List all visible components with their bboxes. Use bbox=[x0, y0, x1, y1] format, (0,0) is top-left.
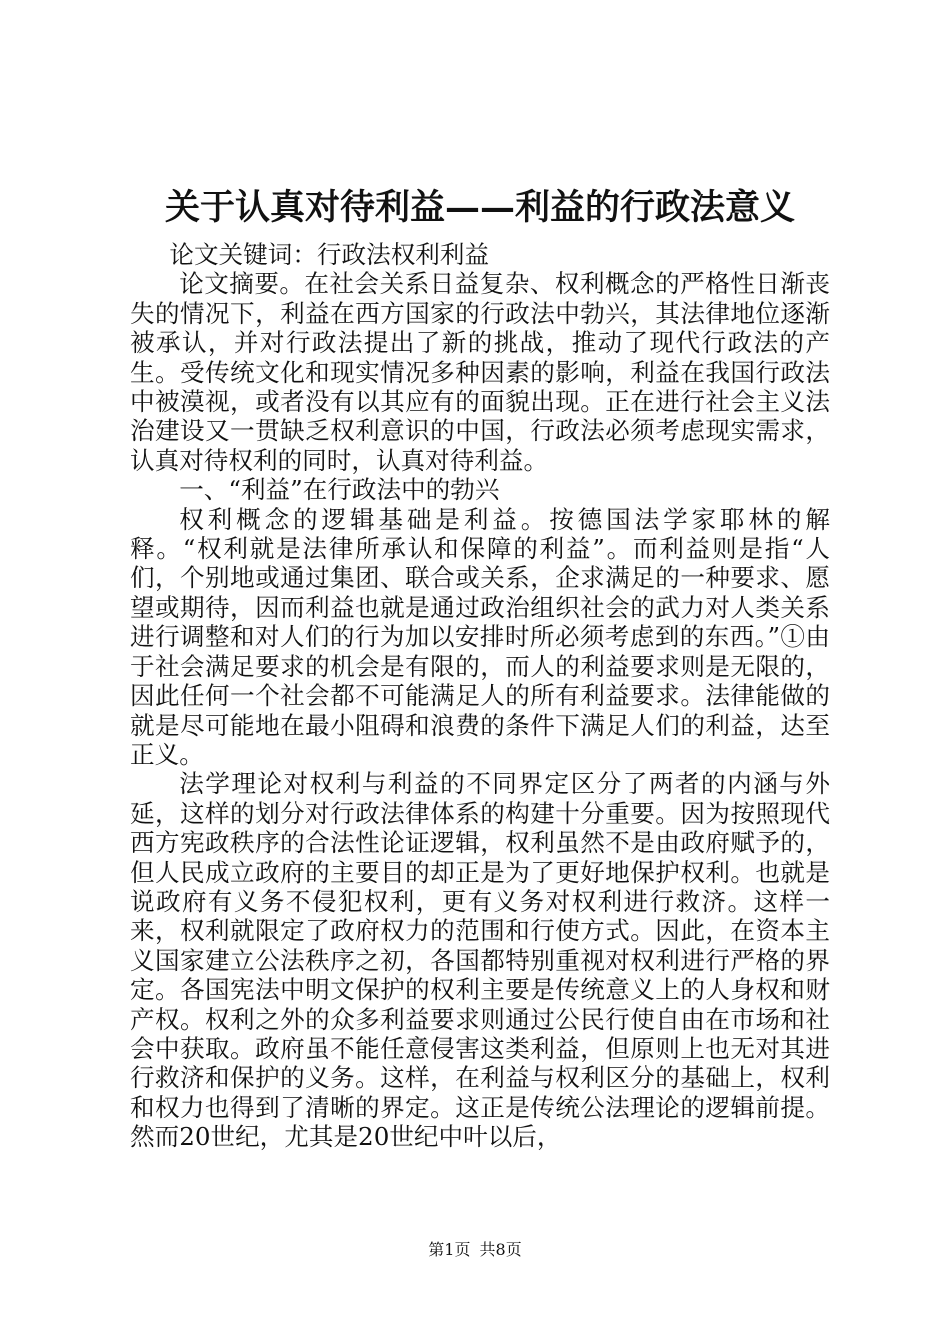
page-total: 共8页 bbox=[479, 1240, 522, 1259]
body-paragraph: 法学理论对权利与利益的不同界定区分了两者的内涵与外延，这样的划分对行政法律体系的构建十分重要。因为按照现代西方宪政秩序的合法性论证逻辑，权利虽然不是由政府赋予的，但人民成立政府的主要目的却正是为了更好地保护权利。也就是说政府有义务不侵犯权利，更有义务对权利进行救济。这样一来，权利就限定了政府权力的范围和行使方式。因此，在资本主义国家建立公法秩序之初，各国都特别重视对权利进行严格的界定。各国宪法中明文保护的权利主要是传统意义上的人身权和财产权。权利之外的众多利益要求则通过公民行使自由在市场和社会中获取。政府虽不能任意侵害这类利益，但原则上也无对其进行救济和保护的义务。这样，在利益与权利区分的基础上，权利和权力也得到了清晰的界定。这正是传统公法理论的逻辑前提。然而20世纪，尤其是20世纪中叶以后， bbox=[130, 769, 830, 1152]
document-page bbox=[130, 180, 830, 1152]
abstract-paragraph: 论文摘要。在社会关系日益复杂、权利概念的严格性日渐丧失的情况下，利益在西方国家的行政法中勃兴，其法律地位逐渐被承认，并对行政法提出了新的挑战，推动了现代行政法的产生。受传统文化和现实情况多种因素的影响，利益在我国行政法中被漠视，或者没有以其应有的面貌出现。正在进行社会主义法治建设又一贯缺乏权利意识的中国，行政法必须考虑现实需求，认真对待权利的同时，认真对待利益。 bbox=[130, 269, 830, 475]
section-heading: 一、“利益”在行政法中的勃兴 bbox=[179, 475, 500, 505]
keywords-line: 论文关键词：行政法权利利益 bbox=[169, 240, 490, 269]
document-title: 关于认真对待利益——利益的行政法意义 bbox=[164, 187, 795, 228]
body-paragraph: 权利概念的逻辑基础是利益。按德国法学家耶林的解释。“权利就是法律所承认和保障的利益”。而利益则是指“人们，个别地或通过集团、联合或关系，企求满足的一种要求、愿望或期待，因而利益也就是通过政治组织社会的武力对人类关系进行调整和对人们的行为加以安排时所必须考虑到的东西。”①由于社会满足要求的机会是有限的，而人的利益要求则是无限的，因此任何一个社会都不可能满足人的所有利益要求。法律能做的就是尽可能地在最小阻碍和浪费的条件下满足人们的利益，达至正义。 bbox=[130, 504, 830, 769]
page-footer bbox=[0, 1240, 950, 1260]
page-number: 第1页 bbox=[428, 1240, 471, 1259]
